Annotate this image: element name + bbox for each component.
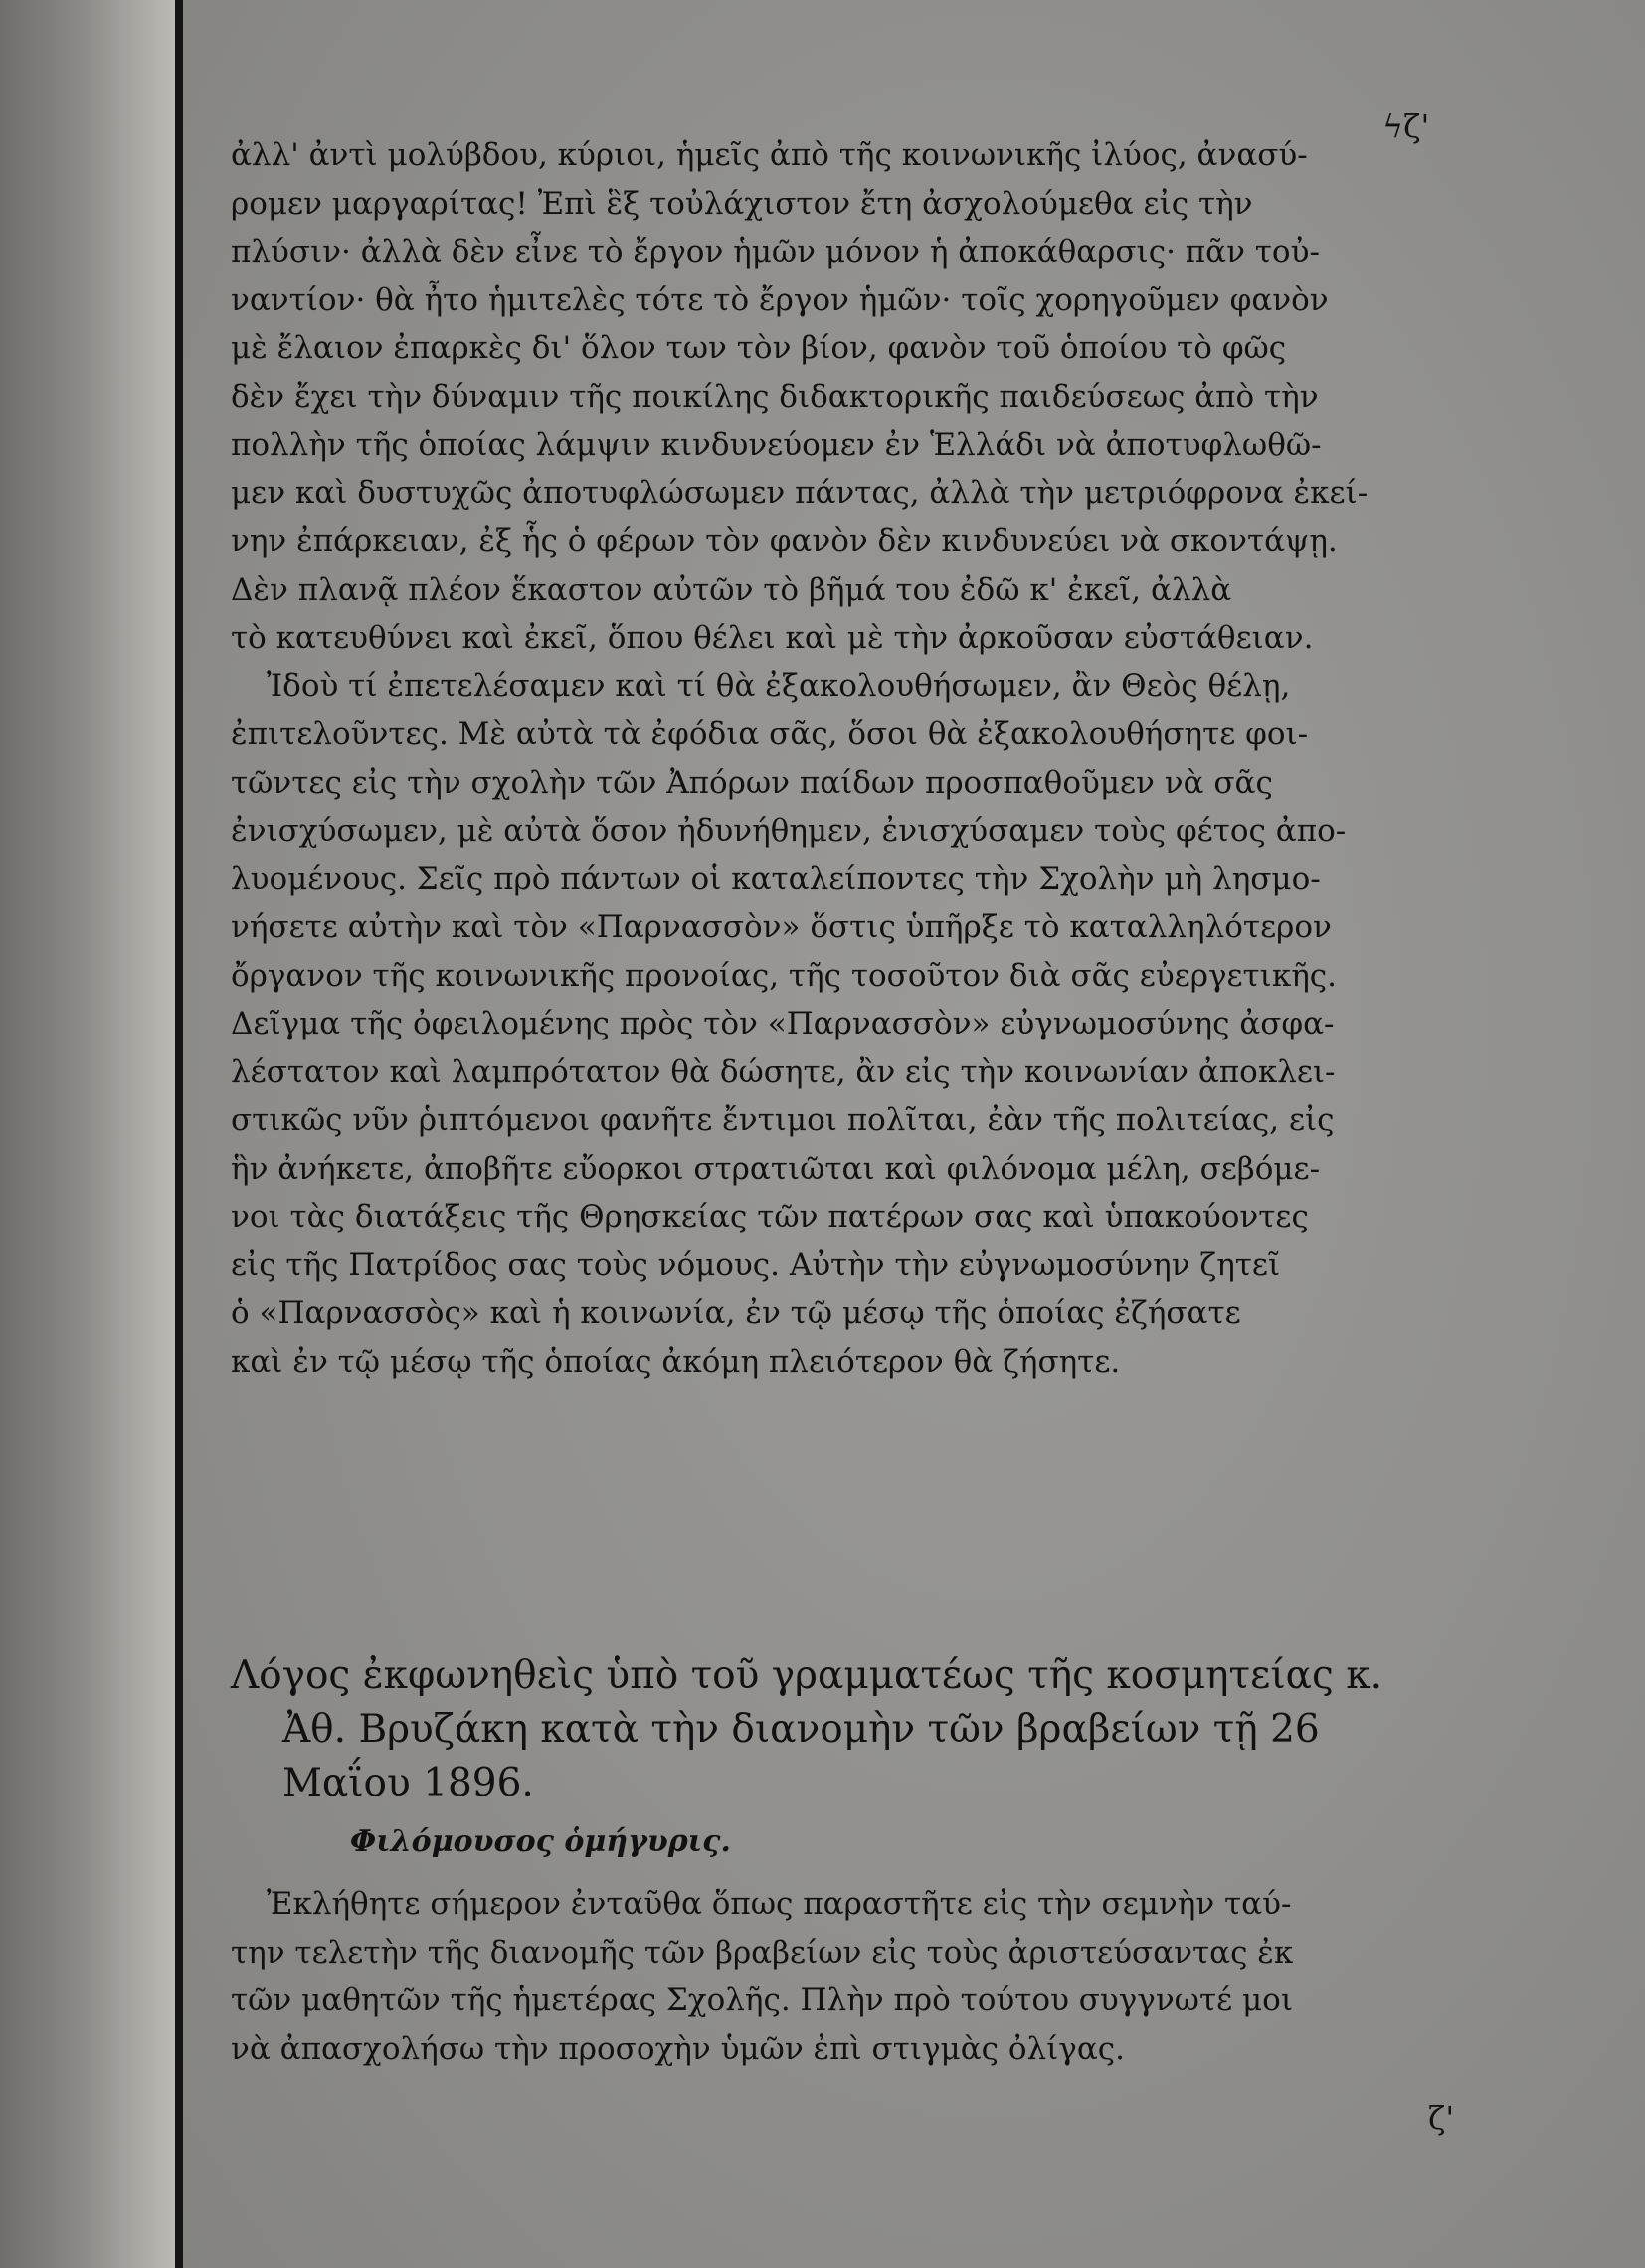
text-line: λέστατον καὶ λαμπρότατον θὰ δώσητε, ἂν εἰς τὴν κοινωνίαν ἀποκλει- bbox=[231, 1053, 1336, 1090]
speech-body bbox=[231, 1880, 1623, 2073]
text-line: ἀλλ' ἀντὶ μολύβδου, κύριοι, ἡμεῖς ἀπὸ τῆς κοινωνικῆς ἰλύος, ἀνασύ- bbox=[231, 137, 1308, 173]
text-line: λυομένους. Σεῖς πρὸ πάντων οἱ καταλείποντες τὴν Σχολὴν μὴ λησμο- bbox=[231, 860, 1321, 897]
text-line: εἰς τῆς Πατρίδος σας τοὺς νόμους. Αὐτὴν τὴν εὐγνωμοσύνην ζητεῖ bbox=[231, 1246, 1281, 1283]
book-binding-gutter bbox=[0, 0, 177, 2268]
page-number: ϟζ' bbox=[1382, 107, 1430, 145]
text-line: ρομεν μαργαρίτας! Ἐπὶ ἓξ τοὐλάχιστον ἔτη ἀσχολούμεθα εἰς τὴν bbox=[231, 185, 1253, 222]
text-line: ἣν ἀνήκετε, ἀποβῆτε εὔορκοι στρατιῶται καὶ φιλόνομα μέλη, σεβόμε- bbox=[231, 1150, 1321, 1187]
text-line: ναντίον· θὰ ἦτο ἡμιτελὲς τότε τὸ ἔργον ἡμῶν· τοῖς χορηγοῦμεν φανὸν bbox=[231, 282, 1329, 318]
text-line: νὰ ἀπασχολήσω τὴν προσοχὴν ὑμῶν ἐπὶ στιγμὰς ὀλίγας. bbox=[231, 2030, 1125, 2067]
text-line: Ἐκλήθητε σήμερον ἐνταῦθα ὅπως παραστῆτε εἰς τὴν σεμνὴν ταύ- bbox=[267, 1886, 1292, 1922]
text-line: μεν καὶ δυστυχῶς ἀποτυφλώσωμεν πάντας, ἀλλὰ τὴν μετριόφρονα ἐκεί- bbox=[231, 474, 1369, 511]
text-line: Δεῖγμα τῆς ὀφειλομένης πρὸς τὸν «Παρνασσὸν» εὐγνωμοσύνης ἀσφα- bbox=[231, 1006, 1335, 1041]
text-line: στικῶς νῦν ῥιπτόμενοι φανῆτε ἔντιμοι πολῖται, ἐὰν τῆς πολιτείας, εἰς bbox=[231, 1102, 1335, 1138]
salutation-subheading: Φιλόμουσος ὁμήγυρις. bbox=[350, 1824, 731, 1859]
text-line: νην ἐπάρκειαν, ἐξ ἧς ὁ φέρων τὸν φανὸν δὲν κινδυνεύει νὰ σκοντάψῃ. bbox=[231, 523, 1338, 559]
speech-title-line: Ἀθ. Βρυζάκη κατὰ τὴν διανομὴν τῶν βραβείων τῇ 26 bbox=[282, 1707, 1320, 1752]
text-line: καὶ ἐν τῷ μέσῳ τῆς ὁποίας ἀκόμη πλειότερον θὰ ζήσητε. bbox=[231, 1343, 1121, 1380]
speech-title bbox=[231, 1649, 1623, 1810]
text-line: ὄργανον τῆς κοινωνικῆς προνοίας, τῆς τοσοῦτον διὰ σᾶς εὐεργετικῆς. bbox=[231, 957, 1338, 994]
text-line: πολλὴν τῆς ὁποίας λάμψιν κινδυνεύομεν ἐν Ἑλλάδι νὰ ἀποτυφλωθῶ- bbox=[231, 427, 1322, 463]
text-line: Δὲν πλανᾷ πλέον ἕκαστον αὐτῶν τὸ βῆμά του ἐδῶ κ' ἐκεῖ, ἀλλὰ bbox=[231, 571, 1232, 608]
text-line: την τελετὴν τῆς διανομῆς τῶν βραβείων εἰς τοὺς ἀριστεύσαντας ἐκ bbox=[231, 1934, 1294, 1971]
text-line: ὁ «Παρνασσὸς» καὶ ἡ κοινωνία, ἐν τῷ μέσῳ τῆς ὁποίας ἐζήσατε bbox=[231, 1295, 1241, 1331]
text-line: νήσετε αὐτὴν καὶ τὸν «Παρνασσὸν» ὅστις ὑπῆρξε τὸ καταλληλότερον bbox=[231, 909, 1332, 945]
text-line: Ἰδοὺ τί ἐπετελέσαμεν καὶ τί θὰ ἐξακολουθήσωμεν, ἂν Θεὸς θέλῃ, bbox=[267, 667, 1291, 704]
text-line: πλύσιν· ἀλλὰ δὲν εἶνε τὸ ἔργον ἡμῶν μόνον ἡ ἀποκάθαρσις· πᾶν τοὐ- bbox=[231, 234, 1320, 270]
signature-mark: ζ' bbox=[1428, 2099, 1455, 2137]
text-line: νοι τὰς διατάξεις τῆς Θρησκείας τῶν πατέρων σας καὶ ὑπακούοντες bbox=[231, 1199, 1309, 1234]
speech-title-line: Λόγος ἐκφωνηθεὶς ὑπὸ τοῦ γραμματέως τῆς κοσμητείας κ. bbox=[231, 1653, 1382, 1698]
text-line: μὲ ἔλαιον ἐπαρκὲς δι' ὅλον των τὸν βίον, φανὸν τοῦ ὁποίου τὸ φῶς bbox=[231, 330, 1287, 366]
text-line: τὸ κατευθύνει καὶ ἐκεῖ, ὅπου θέλει καὶ μὲ τὴν ἀρκοῦσαν εὐστάθειαν. bbox=[231, 620, 1314, 656]
text-line: τῶντες εἰς τὴν σχολὴν τῶν Ἀπόρων παίδων προσπαθοῦμεν νὰ σᾶς bbox=[231, 764, 1273, 801]
text-line: ἐπιτελοῦντες. Μὲ αὐτὰ τὰ ἐφόδια σᾶς, ὅσοι θὰ ἐξακολουθήσητε φοι- bbox=[231, 716, 1309, 752]
body-text bbox=[231, 131, 1623, 1386]
text-line: τῶν μαθητῶν τῆς ἡμετέρας Σχολῆς. Πλὴν πρὸ τούτου συγγνωτέ μοι bbox=[231, 1983, 1293, 2018]
text-line: δὲν ἔχει τὴν δύναμιν τῆς ποικίλης διδακτορικῆς παιδεύσεως ἀπὸ τὴν bbox=[231, 378, 1319, 415]
speech-title-line: Μαΐου 1896. bbox=[282, 1761, 534, 1805]
binding-edge-line bbox=[175, 0, 183, 2268]
text-line: ἐνισχύσωμεν, μὲ αὐτὰ ὅσον ἠδυνήθημεν, ἐνισχύσαμεν τοὺς φέτος ἀπο- bbox=[231, 813, 1347, 849]
